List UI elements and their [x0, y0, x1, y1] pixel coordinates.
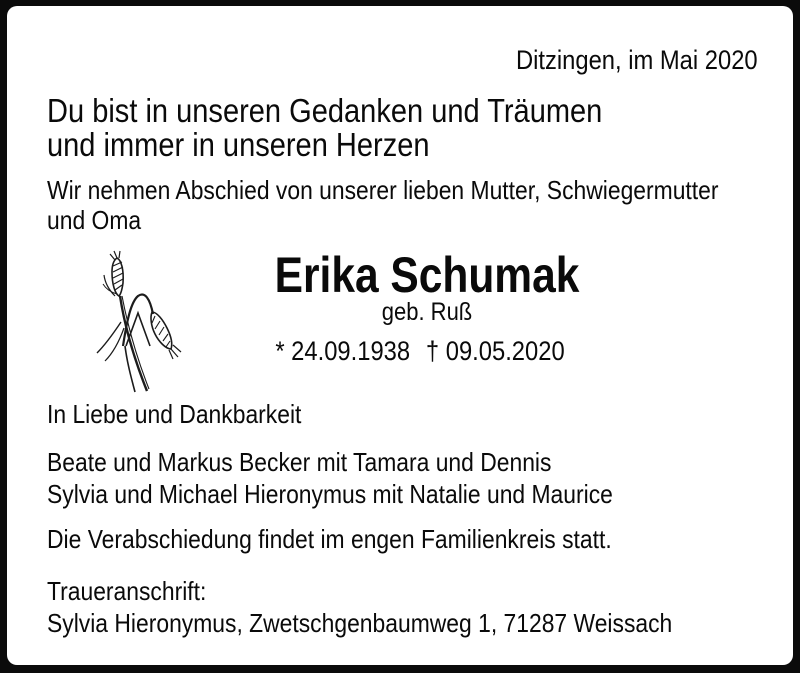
epigraph-line-1: Du bist in unseren Gedanken und Träumen [47, 92, 603, 129]
epigraph-line-2: und immer in unseren Herzen [47, 126, 430, 163]
address-label: Traueranschrift: [47, 576, 207, 606]
wheat-illustration [95, 250, 195, 395]
address-line: Sylvia Hieronymus, Zwetschgenbaumweg 1, 71287 Weissach [47, 608, 673, 638]
intro-line-1: Wir nehmen Abschied von unserer lieben Mutter, Schwiegermutter [47, 175, 719, 205]
closing-line: In Liebe und Dankbarkeit [47, 399, 302, 429]
farewell-line: Die Verabschiedung findet im engen Familienkreis statt. [47, 524, 612, 554]
life-dates [275, 337, 564, 367]
dateline: Ditzingen, im Mai 2020 [516, 45, 758, 75]
birth-date: * 24.09.1938 [275, 336, 411, 366]
deceased-name: Erika Schumak [274, 247, 580, 303]
family-line-1: Beate und Markus Becker mit Tamara und Dennis [47, 447, 552, 477]
death-date: † 09.05.2020 [425, 336, 565, 366]
family-line-2: Sylvia und Michael Hieronymus mit Natalie und Maurice [47, 479, 613, 509]
maiden-name: geb. Ruß [381, 298, 473, 326]
intro-line-2: und Oma [47, 205, 142, 235]
